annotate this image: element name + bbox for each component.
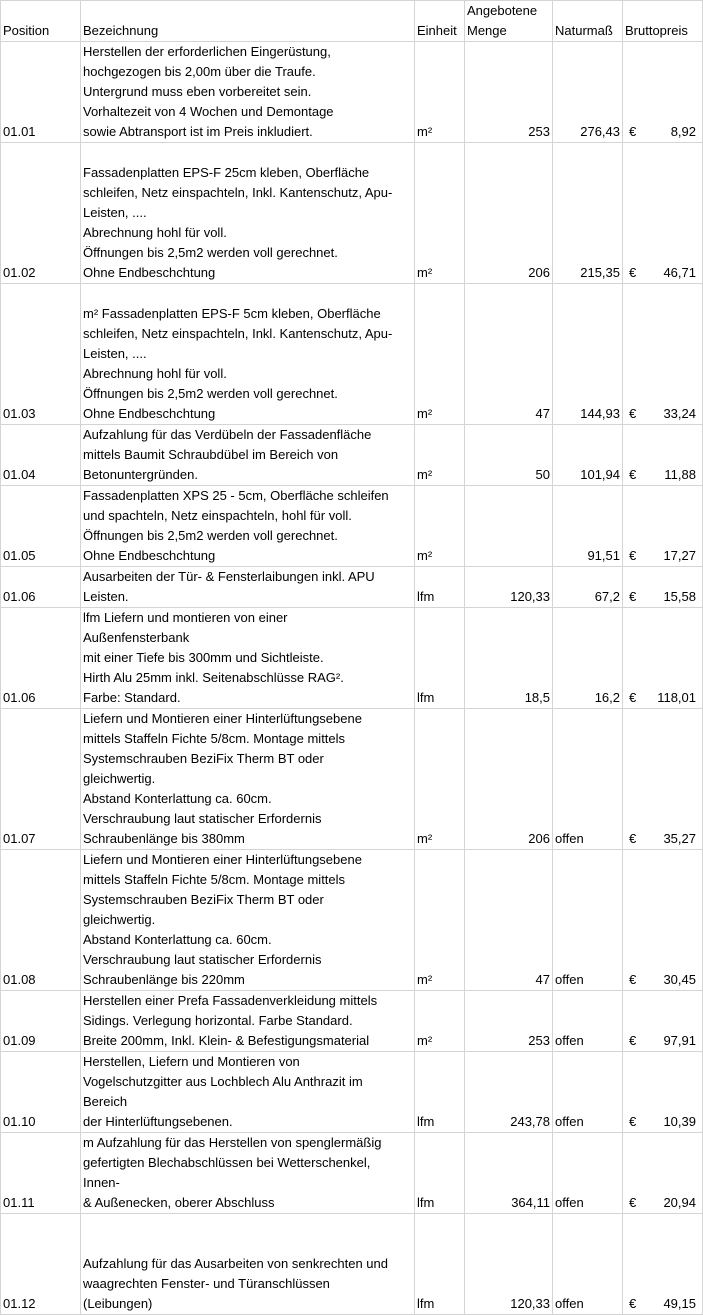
price-value: 118,01	[657, 690, 696, 705]
cell-naturmass[interactable]: offen	[553, 1214, 623, 1315]
cell-einheit[interactable]: lfm	[415, 1133, 465, 1214]
cell-menge[interactable]: 120,33	[465, 567, 553, 608]
cell-einheit[interactable]: lfm	[415, 1052, 465, 1133]
currency-symbol: €	[629, 589, 637, 604]
header-row	[1, 1, 703, 42]
cell-naturmass[interactable]: offen	[553, 1133, 623, 1214]
cell-naturmass[interactable]: offen	[553, 991, 623, 1052]
description-line: m Aufzahlung für das Herstellen von spenglermäßig	[83, 1135, 382, 1150]
description-line: Bereich	[83, 1094, 128, 1109]
cell-einheit[interactable]: m²	[415, 486, 465, 567]
currency-symbol: €	[629, 831, 637, 846]
description-line: Systemschrauben BeziFix Therm BT oder	[83, 751, 324, 766]
price-value: 17,27	[663, 548, 696, 563]
description-line: Vogelschutzgitter aus Lochblech Alu Anthrazit im	[83, 1074, 363, 1089]
cell-naturmass[interactable]: 215,35	[553, 143, 623, 284]
cell-bezeichnung[interactable]	[81, 709, 415, 850]
description-line: mittels Baumit Schraubdübel im Bereich von	[83, 447, 339, 462]
description-line: Ohne Endbeschchtung	[83, 265, 216, 280]
cell-position[interactable]: 01.10	[1, 1052, 81, 1133]
cell-bruttopreis[interactable]	[623, 1052, 703, 1133]
cell-position[interactable]: 01.05	[1, 486, 81, 567]
cell-naturmass[interactable]: offen	[553, 709, 623, 850]
price-value: 30,45	[663, 972, 696, 987]
price-value: 46,71	[663, 265, 696, 280]
cell-naturmass[interactable]: 101,94	[553, 425, 623, 486]
header-position[interactable]: Position	[1, 1, 81, 42]
description-line: Außenfensterbank	[83, 630, 190, 645]
cell-bezeichnung[interactable]	[81, 486, 415, 567]
cell-einheit[interactable]: lfm	[415, 608, 465, 709]
description-line: Öffnungen bis 2,5m2 werden voll gerechnet.	[83, 386, 338, 401]
cell-bezeichnung[interactable]	[81, 284, 415, 425]
table-row	[1, 709, 703, 850]
description-line: Farbe: Standard.	[83, 690, 181, 705]
cell-einheit[interactable]: m²	[415, 425, 465, 486]
cell-bruttopreis[interactable]	[623, 567, 703, 608]
currency-symbol: €	[629, 1296, 637, 1311]
description-line: gefertigten Blechabschlüssen bei Wetterschenkel,	[83, 1155, 371, 1170]
description-line: Herstellen einer Prefa Fassadenverkleidung mittels	[83, 993, 378, 1008]
description-line: Vorhaltezeit von 4 Wochen und Demontage	[83, 104, 334, 119]
price-value: 97,91	[663, 1033, 696, 1048]
cell-menge[interactable]: 47	[465, 850, 553, 991]
cell-einheit[interactable]: m²	[415, 284, 465, 425]
header-einheit[interactable]: Einheit	[415, 1, 465, 42]
description-line: Schraubenlänge bis 220mm	[83, 972, 245, 987]
header-bezeichnung[interactable]: Bezeichnung	[81, 1, 415, 42]
description-line: Herstellen, Liefern und Montieren von	[83, 1054, 300, 1069]
description-line: gleichwertig.	[83, 771, 156, 786]
price-value: 8,92	[670, 124, 696, 139]
header-menge-line2: Menge	[467, 23, 507, 38]
table-row	[1, 486, 703, 567]
cell-position[interactable]: 01.06	[1, 567, 81, 608]
cell-naturmass[interactable]: 67,2	[553, 567, 623, 608]
description-line: Abstand Konterlattung ca. 60cm.	[83, 791, 272, 806]
currency-symbol: €	[629, 1114, 637, 1129]
cell-bezeichnung[interactable]	[81, 850, 415, 991]
header-menge-line1: Angebotene	[467, 3, 538, 18]
description-line: gleichwertig.	[83, 912, 156, 927]
cell-bezeichnung[interactable]	[81, 1214, 415, 1315]
description-line: mit einer Tiefe bis 300mm und Sichtleiste.	[83, 650, 324, 665]
description-line: Fassadenplatten EPS-F 25cm kleben, Oberfläche	[83, 165, 370, 180]
cell-einheit[interactable]: m²	[415, 42, 465, 143]
cell-einheit[interactable]: lfm	[415, 567, 465, 608]
cell-einheit[interactable]: m²	[415, 850, 465, 991]
cell-bezeichnung[interactable]	[81, 567, 415, 608]
cell-einheit[interactable]: m²	[415, 991, 465, 1052]
price-value: 35,27	[663, 831, 696, 846]
description-line: Öffnungen bis 2,5m2 werden voll gerechnet.	[83, 528, 338, 543]
cell-position[interactable]: 01.09	[1, 991, 81, 1052]
cell-bezeichnung[interactable]	[81, 42, 415, 143]
description-line: mittels Staffeln Fichte 5/8cm. Montage mittels	[83, 731, 346, 746]
price-value: 11,88	[664, 467, 696, 482]
currency-symbol: €	[629, 690, 637, 705]
table-row	[1, 991, 703, 1052]
cell-bruttopreis[interactable]	[623, 1214, 703, 1315]
cell-naturmass[interactable]: offen	[553, 1052, 623, 1133]
description-line: Liefern und Montieren einer Hinterlüftungsebene	[83, 711, 362, 726]
table-row	[1, 567, 703, 608]
cell-bezeichnung[interactable]	[81, 991, 415, 1052]
cell-menge[interactable]: 18,5	[465, 608, 553, 709]
cell-bruttopreis[interactable]	[623, 1133, 703, 1214]
cell-einheit[interactable]: m²	[415, 709, 465, 850]
description-line: Leisten, ....	[83, 346, 147, 361]
price-value: 10,39	[663, 1114, 696, 1129]
description-line: Abrechnung hohl für voll.	[83, 366, 227, 381]
cell-bruttopreis[interactable]	[623, 425, 703, 486]
cell-menge[interactable]: 206	[465, 709, 553, 850]
description-line: Abstand Konterlattung ca. 60cm.	[83, 932, 272, 947]
header-bruttopreis[interactable]: Bruttopreis	[623, 1, 703, 42]
cell-position[interactable]: 01.11	[1, 1133, 81, 1214]
description-line: der Hinterlüftungsebenen.	[83, 1114, 233, 1129]
description-line: Systemschrauben BeziFix Therm BT oder	[83, 892, 324, 907]
cell-naturmass[interactable]: 91,51	[553, 486, 623, 567]
cell-bezeichnung[interactable]	[81, 143, 415, 284]
cell-menge[interactable]: 364,11	[465, 1133, 553, 1214]
description-line: Verschraubung laut statischer Erfordernis	[83, 811, 322, 826]
description-line: Ausarbeiten der Tür- & Fensterlaibungen inkl. APU	[83, 569, 375, 584]
price-value: 33,24	[663, 406, 696, 421]
table-row	[1, 850, 703, 991]
cell-menge[interactable]: 120,33	[465, 1214, 553, 1315]
currency-symbol: €	[629, 1033, 637, 1048]
cell-position[interactable]: 01.04	[1, 425, 81, 486]
description-line: lfm Liefern und montieren von einer	[83, 610, 288, 625]
description-line: Betonuntergründen.	[83, 467, 198, 482]
price-value: 15,58	[663, 589, 696, 604]
description-line: hochgezogen bis 2,00m über die Traufe.	[83, 64, 316, 79]
cell-menge[interactable]: 206	[465, 143, 553, 284]
cell-menge[interactable]: 253	[465, 42, 553, 143]
cell-position[interactable]: 01.02	[1, 143, 81, 284]
description-line: Schraubenlänge bis 380mm	[83, 831, 245, 846]
description-line: Öffnungen bis 2,5m2 werden voll gerechnet.	[83, 245, 338, 260]
cell-bruttopreis[interactable]	[623, 709, 703, 850]
description-line: Verschraubung laut statischer Erfordernis	[83, 952, 322, 967]
currency-symbol: €	[629, 548, 637, 563]
description-line: Hirth Alu 25mm inkl. Seitenabschlüsse RAG².	[83, 670, 344, 685]
cell-naturmass[interactable]: offen	[553, 850, 623, 991]
cell-bruttopreis[interactable]	[623, 608, 703, 709]
cell-menge[interactable]: 47	[465, 284, 553, 425]
currency-symbol: €	[629, 406, 637, 421]
description-line: (Leibungen)	[83, 1296, 153, 1311]
cell-menge[interactable]: 243,78	[465, 1052, 553, 1133]
cell-position[interactable]: 01.01	[1, 42, 81, 143]
cell-einheit[interactable]: m²	[415, 143, 465, 284]
description-line: Leisten.	[83, 589, 129, 604]
cell-menge[interactable]: 50	[465, 425, 553, 486]
cell-bezeichnung[interactable]	[81, 425, 415, 486]
description-line: Untergrund muss eben vorbereitet sein.	[83, 84, 312, 99]
description-line: und spachteln, Netz einspachteln, hohl für voll.	[83, 508, 352, 523]
description-line: Ohne Endbeschchtung	[83, 548, 216, 563]
cell-bruttopreis[interactable]	[623, 284, 703, 425]
table-row	[1, 425, 703, 486]
description-line: Fassadenplatten XPS 25 - 5cm, Oberfläche schleifen	[83, 488, 389, 503]
cell-bezeichnung[interactable]	[81, 608, 415, 709]
currency-symbol: €	[629, 124, 637, 139]
cell-bruttopreis[interactable]	[623, 143, 703, 284]
cell-bruttopreis[interactable]	[623, 486, 703, 567]
description-line: Liefern und Montieren einer Hinterlüftungsebene	[83, 852, 362, 867]
cell-position[interactable]: 01.06	[1, 608, 81, 709]
description-line: Breite 200mm, Inkl. Klein- & Befestigungsmaterial	[83, 1033, 370, 1048]
cell-einheit[interactable]: lfm	[415, 1214, 465, 1315]
description-line: sowie Abtransport ist im Preis inkludiert.	[83, 124, 313, 139]
table-row	[1, 42, 703, 143]
cell-naturmass[interactable]: 276,43	[553, 42, 623, 143]
description-line: Aufzahlung für das Verdübeln der Fassadenfläche	[83, 427, 372, 442]
cell-bruttopreis[interactable]	[623, 42, 703, 143]
cell-position[interactable]: 01.03	[1, 284, 81, 425]
description-line: Ohne Endbeschchtung	[83, 406, 216, 421]
description-line: schleifen, Netz einspachteln, Inkl. Kantenschutz, Apu-	[83, 326, 393, 341]
table-row	[1, 1133, 703, 1214]
description-line: & Außenecken, oberer Abschluss	[83, 1195, 275, 1210]
cell-menge[interactable]	[465, 486, 553, 567]
cell-position[interactable]: 01.12	[1, 1214, 81, 1315]
description-line: Abrechnung hohl für voll.	[83, 225, 227, 240]
cell-bezeichnung[interactable]	[81, 1052, 415, 1133]
description-line: Innen-	[83, 1175, 120, 1190]
cell-bruttopreis[interactable]	[623, 991, 703, 1052]
cell-naturmass[interactable]: 16,2	[553, 608, 623, 709]
currency-symbol: €	[629, 265, 637, 280]
cell-position[interactable]: 01.08	[1, 850, 81, 991]
header-menge[interactable]	[465, 1, 553, 42]
table-row	[1, 143, 703, 284]
description-line: mittels Staffeln Fichte 5/8cm. Montage mittels	[83, 872, 346, 887]
description-line: Sidings. Verlegung horizontal. Farbe Standard.	[83, 1013, 353, 1028]
cell-position[interactable]: 01.07	[1, 709, 81, 850]
price-value: 20,94	[663, 1195, 696, 1210]
table-row	[1, 1052, 703, 1133]
cell-bezeichnung[interactable]	[81, 1133, 415, 1214]
description-line: Leisten, ....	[83, 205, 147, 220]
price-value: 49,15	[663, 1296, 696, 1311]
table-row	[1, 284, 703, 425]
table-row	[1, 608, 703, 709]
description-line: Herstellen der erforderlichen Eingerüstung,	[83, 44, 331, 59]
currency-symbol: €	[629, 1195, 637, 1210]
description-line: schleifen, Netz einspachteln, Inkl. Kantenschutz, Apu-	[83, 185, 393, 200]
currency-symbol: €	[629, 972, 637, 987]
description-line: m² Fassadenplatten EPS-F 5cm kleben, Oberfläche	[83, 306, 381, 321]
description-line: Aufzahlung für das Ausarbeiten von senkrechten und	[83, 1256, 388, 1271]
cell-menge[interactable]: 253	[465, 991, 553, 1052]
cell-bruttopreis[interactable]	[623, 850, 703, 991]
currency-symbol: €	[629, 467, 637, 482]
description-line: waagrechten Fenster- und Türanschlüssen	[83, 1276, 330, 1291]
cell-naturmass[interactable]: 144,93	[553, 284, 623, 425]
header-naturmass[interactable]: Naturmaß	[553, 1, 623, 42]
table-row	[1, 1214, 703, 1315]
